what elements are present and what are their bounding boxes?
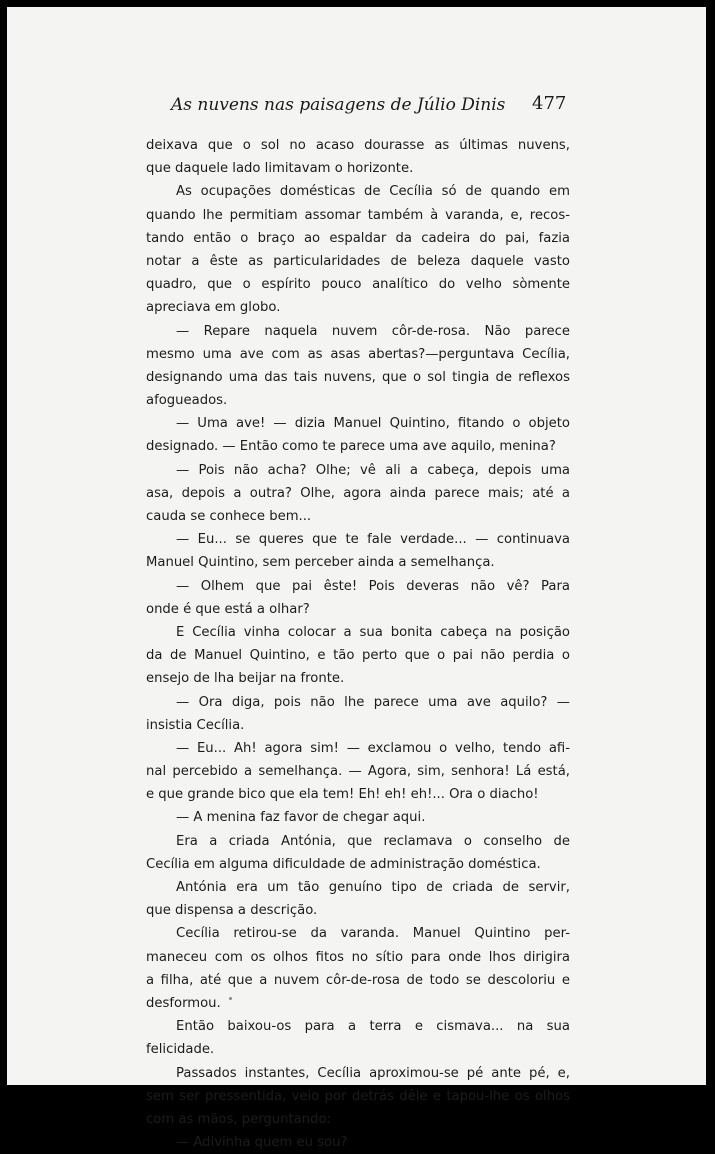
text-line: da de Manuel Quintino, e tão perto que o pai não perdia o [146,648,570,664]
text-line: — Pois não acha? Olhe; vê ali a cabeça, depois uma [176,462,570,478]
text-line: As ocupações domésticas de Cecília só de quando em [176,184,570,200]
text-line: deixava que o sol no acaso dourasse as últimas nuvens, [146,138,570,153]
text-line: Era a criada Antónia, que reclamava o conselho de [176,833,570,849]
text-line: desformou. [146,995,221,1011]
text-line: apreciava em globo. [146,300,281,316]
text-line: designando uma das tais nuvens, que o sol tingia de reflexos [146,369,570,385]
text-line: sem ser pressentida, veio por detrás dêle e tapou-lhe os olhos [146,1088,570,1104]
text-line: onde é que está a olhar? [146,601,310,617]
text-line: notar a êste as particularidades de beleza daquele vasto [146,253,570,269]
text-line: — Repare naquela nuvem côr-de-rosa. Não parece [176,323,570,339]
text-line: Antónia era um tão genuíno tipo de criada de servir, [176,880,570,895]
page-header [7,95,706,121]
text-line: — Adivinha quem eu sou? [176,1135,348,1151]
text-line: nal percebido a semelhança. — Agora, sim, senhora! Lá está, [146,764,570,780]
text-line: E Cecília vinha colocar a sua bonita cabeça na posição [176,624,570,640]
text-line: afogueados. [146,393,228,409]
running-title: As nuvens nas paisagens de Júlio Dinis [171,95,506,115]
text-line: com as mãos, perguntando: [146,1111,332,1127]
text-line: quando lhe permitiam assomar também à varanda, e, recos- [146,207,570,223]
text-line: mesmo uma ave com as asas abertas?—perguntava Cecília, [146,346,570,362]
text-line: tando então o braço ao espaldar da cadeira do pai, fazia [146,230,570,246]
text-line: que daquele lado limitavam o horizonte. [146,161,414,177]
text-line: Manuel Quintino, sem perceber ainda a semelhança. [146,555,495,571]
text-line: — Eu... se queres que te fale verdade... — continuava [176,532,570,548]
text-line: e que grande bico que ela tem! Eh! eh! eh!... Ora o diacho! [146,787,539,803]
text-line: cauda se conhece bem... [146,509,312,524]
text-line: — Ora diga, pois não lhe parece uma ave aquilo? — [176,694,570,710]
text-line: Cecília em alguma dificuldade de administração doméstica. [146,856,541,872]
text-line: maneceu com os olhos fitos no sítio para onde lhos dirigira [146,949,570,965]
text-line: asa, depois a outra? Olhe, agora ainda parece mais; até a [146,485,570,501]
page-number: 477 [532,93,567,114]
text-line: — Olhem que pai êste! Pois deveras não vê? Para [176,578,570,594]
text-line: ensejo de lha beijar na fronte. [146,671,345,687]
text-line: felicidade. [146,1042,215,1058]
text-line: Cecília retirou-se da varanda. Manuel Quintino per- [176,926,570,942]
text-line: quadro, que o espírito pouco analítico do velho sòmente [146,277,570,293]
text-line: — A menina faz favor de chegar aqui. [176,810,426,826]
text-line: — Uma ave! — dizia Manuel Quintino, fitando o objeto [176,416,570,432]
text-line: que dispensa a descrição. [146,903,318,919]
text-line: insistia Cecília. [146,717,245,733]
text-line: a filha, até que a nuvem côr-de-rosa de todo se descoloriu e [146,972,570,988]
body-text [146,134,570,1154]
book-page [7,7,706,1151]
text-line: Então baixou-os para a terra e cismava... na sua [176,1019,570,1035]
text-line: Passados instantes, Cecília aproximou-se pé ante pé, e, [176,1065,570,1081]
paper-speck [229,997,232,1000]
text-line: — Eu... Ah! agora sim! — exclamou o velho, tendo afi- [176,740,570,756]
text-line: designado. — Então como te parece uma ave aquilo, menina? [146,439,556,455]
